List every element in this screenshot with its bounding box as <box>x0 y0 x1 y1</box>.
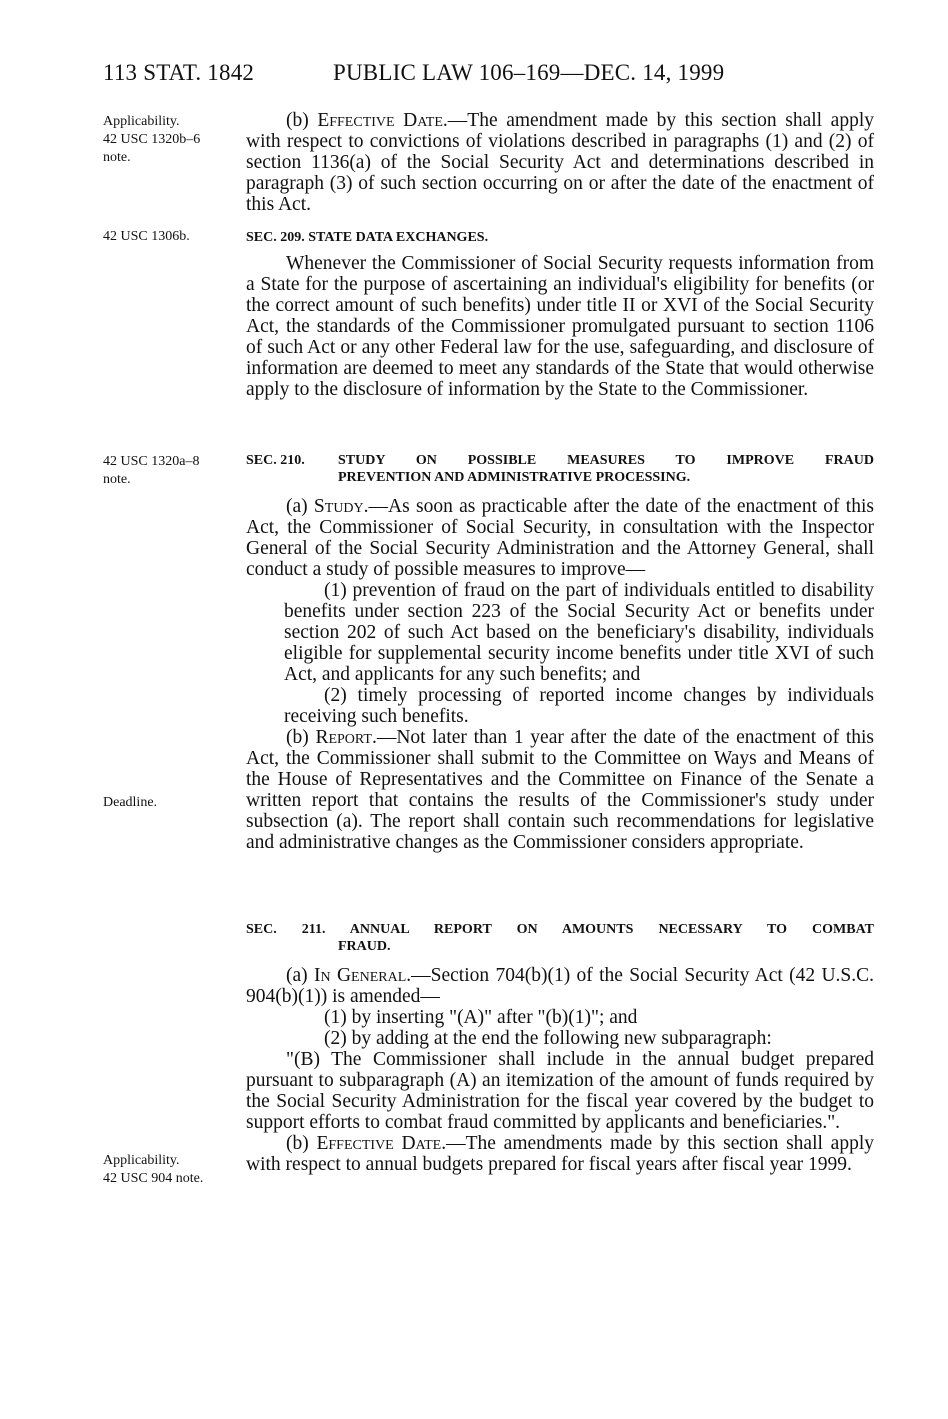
section-210 <box>246 452 874 853</box>
section-211: SEC. 211. ANNUAL REPORT ON AMOUNTS NECESSARY TO COMBAT FRAUD. (a) In General.—Section 704(b)(1) of the Social Security Act (42 U.S.C. 904(b)(1)) is amended— (1) by inserting "(A)" after "(b)(1)"; and (2) by adding at the end the following new subparagraph: "(B) The Commissioner shall include in the annual budget prepared pursuant to subparagraph (A) an itemization of the amount of funds required by the Social Security Administration for the fiscal year covered by the budget to support efforts to combat fraud committed by applicants and beneficiaries.". (b) Effective Date.—The amendments made by this section shall apply with respect to annual budgets prepared for fiscal years after fiscal year 1999. <box>246 922 874 1175</box>
page-reference: 113 STAT. 1842 <box>103 60 255 85</box>
margin-note-applicability-1: Applicability. 42 USC 1320b–6 note. <box>103 114 201 165</box>
section-209 <box>246 229 874 400</box>
section-211-effective-date: (b) Effective Date.—The amendments made by this section shall apply with respect to annual budgets prepared for fiscal years after fiscal year 1999. <box>246 1133 874 1175</box>
section-210-item-1: (1) prevention of fraud on the part of individuals entitled to disability benefits under section 223 of the Social Security Act or benefits under section 202 of such Act based on the beneficiary's disability, individuals eligible for supplemental security income benefits under title XVI of such Act, and applicants for any such benefits; and <box>284 580 874 685</box>
page-header <box>103 60 724 86</box>
effective-date-paragraph: (b) Effective Date.—The amendment made by this section shall apply with respect to convictions of violations described in paragraphs (1) and (2) of section 1136(a) of the Social Security Act and determinations described in paragraph (3) of such section occurring on or after the date of the enactment of this Act. <box>246 110 874 215</box>
section-209-text: Whenever the Commissioner of Social Security requests information from a State for the purpose of ascertaining an individual's eligibility for benefits (or the correct amount of such benefits) under title II or XVI of the Social Security Act, the standards of the Commissioner promulgated pursuant to section 1106 of such Act or any other Federal law for the use, safeguarding, and disclosure of information are deemed to meet any standards of the State that would otherwise apply to the disclosure of information by the State to the Commissioner. <box>246 253 874 400</box>
section-211-title: SEC. 211. ANNUAL REPORT ON AMOUNTS NECESSARY TO COMBAT <box>246 922 874 937</box>
margin-note-deadline: Deadline. <box>103 795 158 810</box>
section-210-study: (a) Study.—As soon as practicable after the date of the enactment of this Act, the Commissioner of Social Security, in consultation with the Inspector General of the Social Security Administration and the Attorney General, shall conduct a study of possible measures to improve— <box>246 496 874 580</box>
section-211-item-1: (1) by inserting "(A)" after "(b)(1)"; and <box>324 1007 638 1028</box>
section-209-title: SEC. 209. STATE DATA EXCHANGES. <box>246 230 489 245</box>
margin-note-usc-1306b: 42 USC 1306b. <box>103 229 190 244</box>
section-211-item-2: (2) by adding at the end the following new subparagraph: <box>324 1028 772 1049</box>
law-reference: PUBLIC LAW 106–169—DEC. 14, 1999 <box>333 60 725 85</box>
section-210-title: SEC. 210. STUDY ON POSSIBLE MEASURES TO IMPROVE FRAUD PREVENTION AND ADMINISTRATIVE PROCESSING. <box>246 453 874 485</box>
section-211-quote: "(B) The Commissioner shall include in the annual budget prepared pursuant to subparagraph (A) an itemization of the amount of funds required by the Social Security Administration for the fiscal year covered by the budget to support efforts to combat fraud committed by applicants and beneficiaries.". <box>246 1049 874 1133</box>
section-211-in-general: (a) In General.—Section 704(b)(1) of the Social Security Act (42 U.S.C. 904(b)(1)) is amended— <box>246 965 874 1007</box>
effective-date-heading: Effective Date. <box>317 110 448 131</box>
section-210-item-2: (2) timely processing of reported income changes by individuals receiving such benefits. <box>284 685 874 727</box>
margin-note-usc-1320a: 42 USC 1320a–8 note. <box>103 454 200 487</box>
margin-note-applicability-2: Applicability. 42 USC 904 note. <box>103 1153 204 1186</box>
section-210-report: (b) Report.—Not later than 1 year after the date of the enactment of this Act, the Commissioner shall submit to the Committee on Ways and Means of the House of Representatives and the Committee on Finance of the Senate a written report that contains the results of the Commissioner's study under subsection (a). The report shall contain such recommendations for legislative and administrative changes as the Commissioner considers appropriate. <box>246 727 874 853</box>
